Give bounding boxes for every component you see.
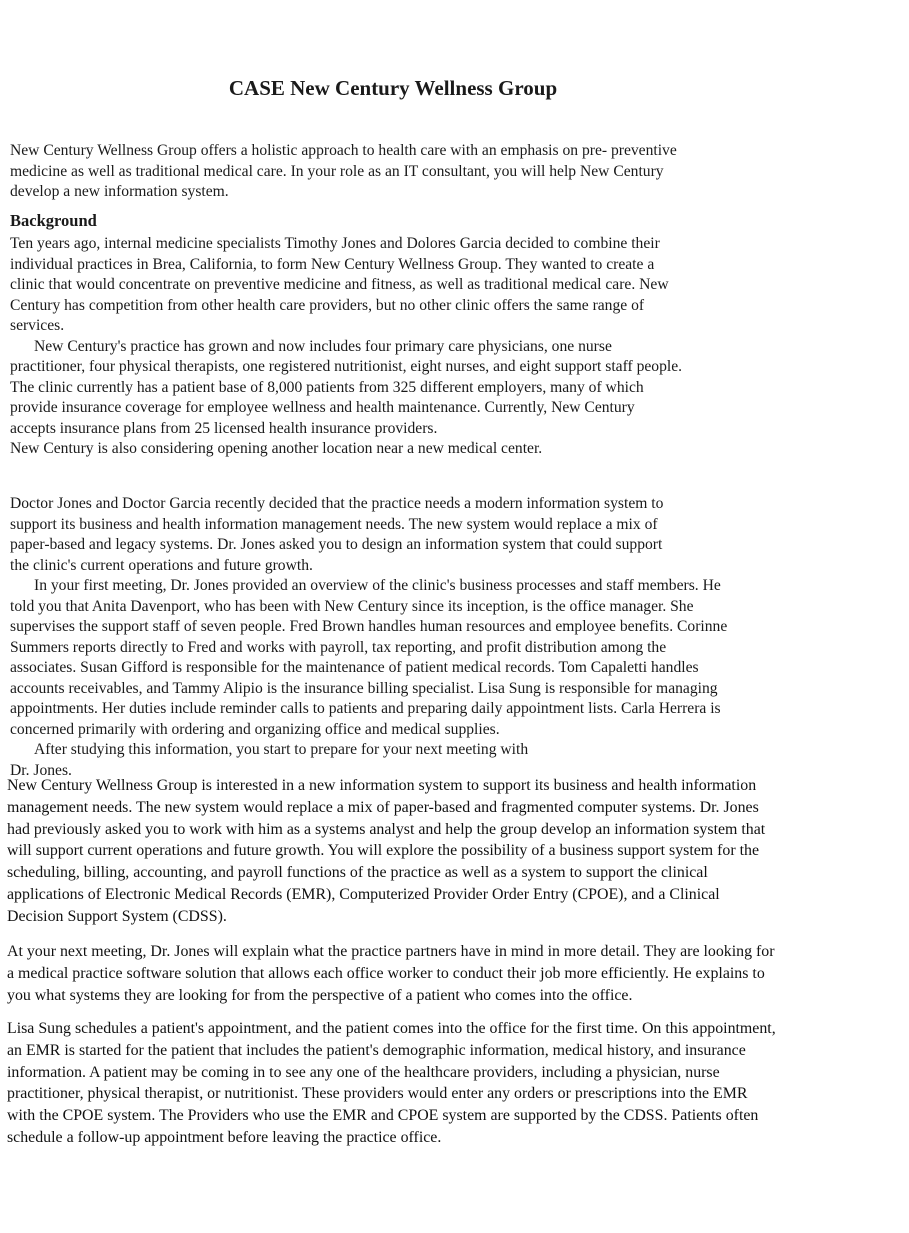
intro-paragraph bbox=[10, 141, 677, 203]
patient-paragraph bbox=[7, 1018, 776, 1149]
patient-line: information. A patient may be coming in to see any one of the healthcare providers, including a physician, nurse bbox=[7, 1063, 720, 1081]
system-intro-line: paper-based and legacy systems. Dr. Jones asked you to design an information system that could support bbox=[10, 536, 663, 553]
system-intro-line: support its business and health information management needs. The new system would replace a mix of bbox=[10, 515, 658, 533]
intro-line: New Century Wellness Group offers a holistic approach to health care with an emphasis on pre- preventive bbox=[10, 142, 677, 159]
interest-line: New Century Wellness Group is interested in a new information system to support its business and health information bbox=[7, 777, 757, 794]
background-line: individual practices in Brea, California, to form New Century Wellness Group. They wanted to create a bbox=[10, 255, 655, 273]
interest-paragraph bbox=[7, 775, 765, 928]
background-line: Ten years ago, internal medicine specialists Timothy Jones and Dolores Garcia decided to combine their bbox=[10, 235, 660, 252]
interest-line: management needs. The new system would replace a mix of paper-based and fragmented computer systems. Dr. Jones bbox=[7, 798, 759, 816]
interest-line: applications of Electronic Medical Records (EMR), Computerized Provider Order Entry (CPOE), and a Clinical bbox=[7, 885, 720, 903]
patient-line: Lisa Sung schedules a patient's appointment, and the patient comes into the office for the first time. On this appointment, bbox=[7, 1020, 776, 1037]
background-line: Century has competition from other health care providers, but no other clinic offers the same range of bbox=[10, 296, 645, 314]
background-line: services. bbox=[10, 317, 65, 334]
meeting-line: a medical practice software solution that allows each office worker to conduct their job more efficiently. He explains to bbox=[7, 964, 765, 982]
system-intro-line: accounts receivables, and Tammy Alipio is the insurance billing specialist. Lisa Sung is responsible for managing bbox=[10, 679, 718, 697]
interest-line: had previously asked you to work with him as a systems analyst and help the group develop an information system that bbox=[7, 820, 766, 838]
background-heading: Background bbox=[10, 211, 97, 230]
system-intro-line: Summers reports directly to Fred and works with payroll, tax reporting, and profit distribution among the bbox=[10, 638, 667, 656]
system-intro-line: Doctor Jones and Doctor Garcia recently decided that the practice needs a modern information system to bbox=[10, 495, 664, 512]
system-intro-line: the clinic's current operations and future growth. bbox=[10, 556, 313, 574]
background-line: practitioner, four physical therapists, one registered nutritionist, eight nurses, and eight support staff people. bbox=[10, 358, 683, 375]
system-intro-line: supervises the support staff of seven people. Fred Brown handles human resources and employee benefits. Corinne bbox=[10, 618, 728, 635]
background-line: accepts insurance plans from 25 licensed health insurance providers. bbox=[10, 419, 438, 437]
intro-line: medicine as well as traditional medical care. In your role as an IT consultant, you will help New Century bbox=[10, 162, 664, 180]
interest-line: Decision Support System (CDSS). bbox=[7, 907, 227, 925]
background-section bbox=[10, 234, 682, 460]
background-line: The clinic currently has a patient base of 8,000 patients from 325 different employers, many of which bbox=[10, 378, 644, 396]
system-intro-line: appointments. Her duties include reminder calls to patients and preparing daily appointment lists. Carla Herrera is bbox=[10, 700, 721, 717]
patient-line: practitioner, physical therapist, or nutritionist. These providers would enter any orders or prescriptions into the EMR bbox=[7, 1085, 748, 1103]
background-line: provide insurance coverage for employee wellness and health maintenance. Currently, New Century bbox=[10, 399, 635, 416]
patient-line: with the CPOE system. The Providers who use the EMR and CPOE system are supported by the CDSS. Patients often bbox=[7, 1107, 759, 1125]
meeting-line: you what systems they are looking for from the perspective of a patient who comes into the office. bbox=[7, 986, 633, 1004]
system-intro-line: told you that Anita Davenport, who has been with New Century since its inception, is the office manager. She bbox=[10, 597, 694, 615]
meeting-paragraph bbox=[7, 941, 775, 1006]
system-intro-line: concerned primarily with ordering and organizing office and medical supplies. bbox=[10, 720, 500, 738]
patient-line: an EMR is started for the patient that includes the patient's demographic information, medical history, and insurance bbox=[7, 1041, 746, 1059]
case-title: CASE New Century Wellness Group bbox=[228, 76, 558, 100]
system-intro-line: associates. Susan Gifford is responsible for the maintenance of patient medical records. Tom Capaletti handles bbox=[10, 659, 699, 676]
system-intro-line: In your first meeting, Dr. Jones provided an overview of the clinic's business processes and staff members. He bbox=[34, 577, 721, 594]
patient-line: schedule a follow-up appointment before leaving the practice office. bbox=[7, 1128, 442, 1146]
system-intro-line: After studying this information, you start to prepare for your next meeting with bbox=[34, 741, 529, 758]
background-line: New Century is also considering opening another location near a new medical center. bbox=[10, 440, 543, 457]
interest-line: scheduling, billing, accounting, and payroll functions of the practice as well as a system to support the clinical bbox=[7, 864, 708, 882]
background-line: New Century's practice has grown and now includes four primary care physicians, one nurse bbox=[34, 337, 612, 355]
intro-line: develop a new information system. bbox=[10, 183, 229, 200]
system-intro-line: Dr. Jones. bbox=[10, 761, 72, 779]
background-line: clinic that would concentrate on preventive medicine and fitness, as well as traditional medical care. New bbox=[10, 276, 669, 293]
interest-line: will support current operations and future growth. You will explore the possibility of a business support system for the bbox=[7, 842, 760, 860]
meeting-line: At your next meeting, Dr. Jones will explain what the practice partners have in mind in more detail. They are looking for bbox=[7, 943, 775, 960]
system-intro-section bbox=[10, 494, 727, 781]
